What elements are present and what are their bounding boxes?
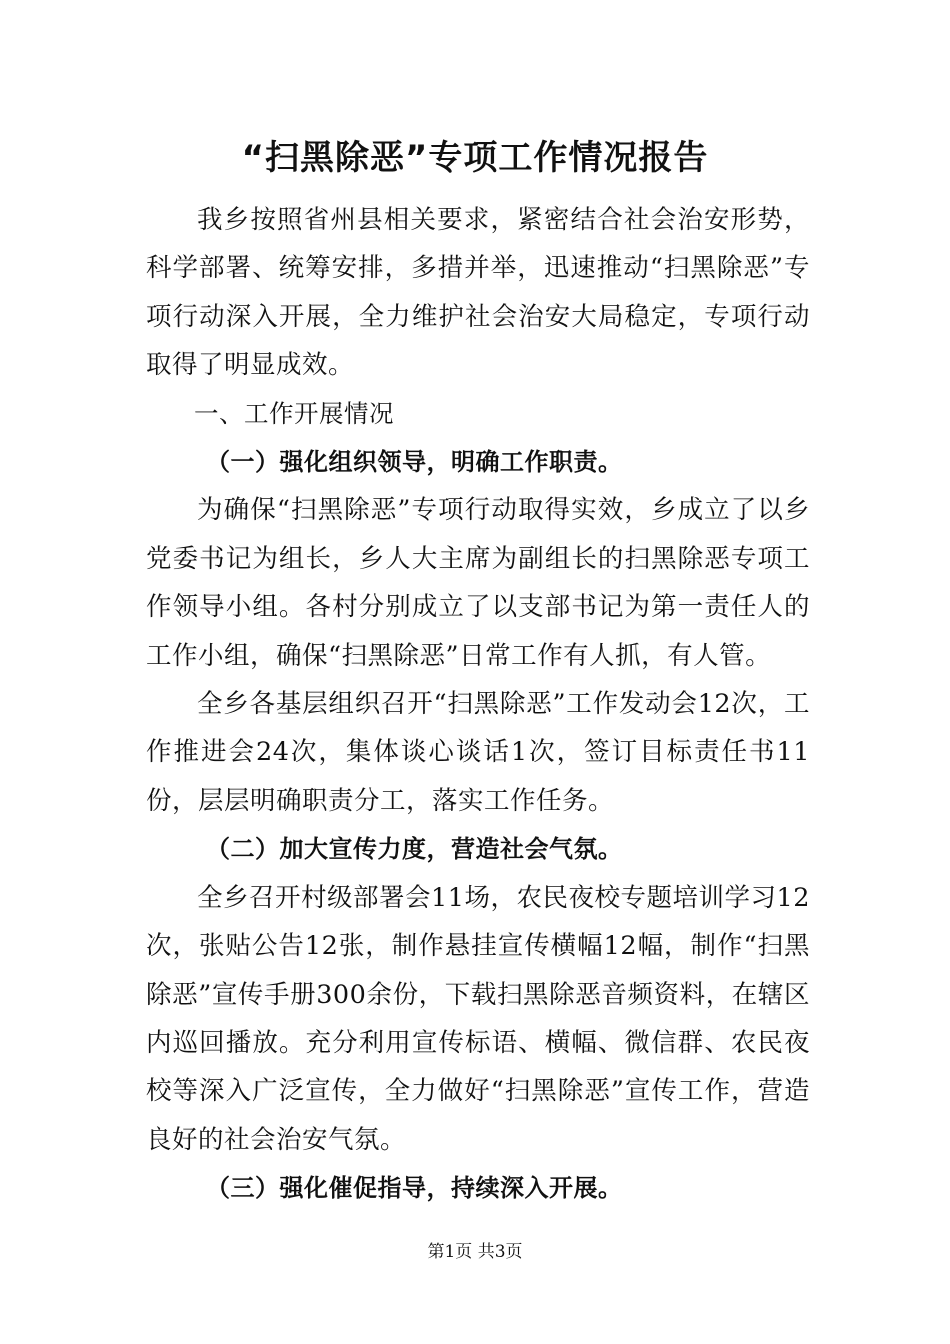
document-body bbox=[146, 196, 810, 1213]
subsection-heading-publicity: （二）加大宣传力度，营造社会气氛。 bbox=[206, 835, 623, 864]
page-footer: 第1页 共3页 bbox=[427, 1242, 523, 1262]
paragraph-leadership-group: 为确保“扫黑除恶”专项行动取得实效，乡成立了以乡党委书记为组长，乡人大主席为副组长的扫黑除恶专项工作领导小组。各村分别成立了以支部书记为第一责任人的工作小组，确保“扫黑除恶”日常工作有人抓，有人管。 bbox=[146, 495, 810, 671]
paragraph-meetings: 全乡各基层组织召开“扫黑除恶”工作发动会12次，工作推进会24次，集体谈心谈话1次，签订目标责任书11份，层层明确职责分工，落实工作任务。 bbox=[146, 689, 810, 816]
intro-paragraph: 我乡按照省州县相关要求，紧密结合社会治安形势，科学部署、统筹安排，多措并举，迅速推动“扫黑除恶”专项行动深入开展，全力维护社会治安大局稳定，专项行动取得了明显成效。 bbox=[146, 205, 810, 381]
subsection-heading-supervision: （三）强化催促指导，持续深入开展。 bbox=[206, 1174, 623, 1203]
subsection-heading-organization: （一）强化组织领导，明确工作职责。 bbox=[206, 448, 623, 477]
paragraph-publicity: 全乡召开村级部署会11场，农民夜校专题培训学习12次，张贴公告12张，制作悬挂宣传横幅12幅，制作“扫黑除恶”宣传手册300余份，下载扫黑除恶音频资料，在辖区内巡回播放。充分利用宣传标语、横幅、微信群、农民夜校等深入广泛宣传，全力做好“扫黑除恶”宣传工作，营造良好的社会治安气氛。 bbox=[146, 882, 810, 1155]
document-title: “扫黑除恶”专项工作情况报告 bbox=[241, 138, 709, 178]
section-heading-work-progress: 一、工作开展情况 bbox=[194, 398, 394, 428]
